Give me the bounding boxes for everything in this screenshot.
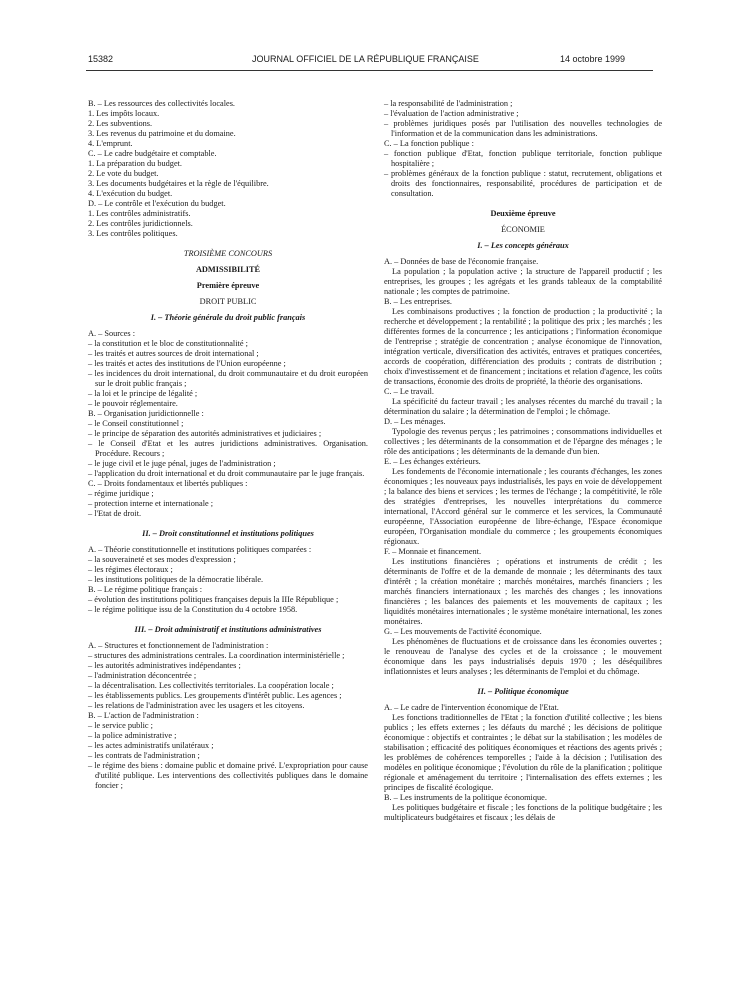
text-line: 3. Les revenus du patrimoine et du domaine. [88,129,236,138]
text-line: B. – Organisation juridictionnelle : [88,409,204,418]
spacer [88,615,368,625]
text-line: B. – Les instruments de la politique économique. [384,793,547,802]
text-line: – le principe de séparation des autorités administratives et judiciaires ; [88,429,322,438]
text-line: C. – Le cadre budgétaire et comptable. [88,149,217,158]
text-line: A. – Le cadre de l'intervention économique de l'Etat. [384,703,559,712]
text-line: – le pouvoir réglementaire. [88,399,178,408]
text-line: 1. La préparation du budget. [88,159,183,168]
text-line: – la souveraineté et ses modes d'expression ; [88,555,236,564]
text-line: A. – Théorie constitutionnelle et institutions politiques comparées : [88,545,312,554]
text-line: – l'évaluation de l'action administrative ; [384,109,519,118]
text-line: – la loi et le principe de légalité ; [88,389,198,398]
text-line: – les incidences du droit international, du droit communautaire et du droit européen sur le droit public français ; [88,369,368,388]
left-column [88,99,368,791]
text-line: – les traités et autres sources de droit international ; [88,349,259,358]
text-line: Les phénomènes de fluctuations et de croissance dans les économies ouvertes ; le renouveau de l'analyse des cycles et de la croissance ; le mouvement économique dans les pays industrialisés depuis 1970 ; les déséquilibres inflationnistes et leurs analyses ; les déterminants de l'emploi et du chômage. [384,637,662,676]
text-line: G. – Les mouvements de l'activité économique. [384,627,542,636]
text-line: – la décentralisation. Les collectivités territoriales. La coopération locale ; [88,681,334,690]
section-heading: ÉCONOMIE [501,225,545,234]
text-line: – le juge civil et le juge pénal, juges de l'administration ; [88,459,276,468]
text-line: – les traités et actes des institutions de l'Union européenne ; [88,359,286,368]
text-line: Les politiques budgétaire et fiscale ; les fonctions de la politique budgétaire ; les multiplicateurs budgétaires et fiscaux ; les délais de [384,803,662,822]
text-line: – les relations de l'administration avec les usagers et les citoyens. [88,701,305,710]
text-line: – fonction publique d'Etat, fonction publique territoriale, fonction publique hospitalière ; [384,149,662,168]
text-line: La spécificité du facteur travail ; les analyses récentes du marché du travail ; la détermination du salaire ; la détermination de l'emploi ; le chômage. [384,397,662,416]
text-line: – le Conseil constitutionnel ; [88,419,184,428]
text-line: F. – Monnaie et financement. [384,547,482,556]
text-line: C. – La fonction publique : [384,139,474,148]
text-line: – la responsabilité de l'administration ; [384,99,513,108]
text-line: – l'application du droit international et du droit communautaire par le juge français. [88,469,365,478]
text-line: Les institutions financières ; opérations et instruments de crédit ; les déterminants de l'offre et de la demande de monnaie ; les déterminants des taux d'intérêt ; la création monétaire ; marchés monétaires, marchés financiers ; les marchés financiers internationaux ; les marchés des changes ; les innovations financières ; les balances des paiements et les mouvements de capitaux ; les liquidités monétaires internationales ; le système monétaire international, les zones monétaires. [384,557,662,626]
text-line: D. – Le contrôle et l'exécution du budget. [88,199,226,208]
text-line: – problèmes généraux de la fonction publique : statut, recrutement, obligations et droits des fonctionnaires, responsabilité, procédures de participation et de consultation. [384,169,662,198]
text-line: – le régime des biens : domaine public et domaine privé. L'expropriation pour cause d'utilité publique. Les interventions des collectivités publiques dans le domaine foncier ; [88,761,368,790]
text-line: 1. Les contrôles administratifs. [88,209,191,218]
spacer [88,519,368,529]
section-heading: DROIT PUBLIC [199,297,257,306]
section-heading: Première épreuve [196,281,260,290]
spacer [88,239,368,249]
text-line: E. – Les échanges extérieurs. [384,457,481,466]
text-line: B. – Le régime politique français : [88,585,203,594]
text-line: 2. Le vote du budget. [88,169,159,178]
text-line: – les contrats de l'administration ; [88,751,200,760]
text-line: A. – Données de base de l'économie française. [384,257,539,266]
text-line: Les fonctions traditionnelles de l'Etat ; la fonction d'utilité collective ; les biens publics ; les effets externes ; les défauts du marché ; les décisions de politique économique : objectifs et contraintes ; le débat sur la stabilisation ; les modèles de stabilisation ; efficacité des politiques économiques et réactions des agents privés ; les problèmes de cohérences temporelles ; l'aide à la décision ; l'utilisation des modèles en politique économique ; l'évolution du rôle de la planification ; politique régionale et aménagement du territoire ; l'internalisation des effets externes ; les principes de fiscalité écologique. [384,713,662,792]
text-line: 2. Les subventions. [88,119,153,128]
section-heading: II. – Politique économique [477,687,569,696]
text-line: C. – Le travail. [384,387,434,396]
text-line: 3. Les contrôles politiques. [88,229,178,238]
text-line: – évolution des institutions politiques françaises depuis la IIIe République ; [88,595,339,604]
section-heading: Deuxième épreuve [490,209,556,218]
text-line: D. – Les ménages. [384,417,446,426]
text-line: – le régime politique issu de la Constitution du 4 octobre 1958. [88,605,298,614]
text-line: – l'Etat de droit. [88,509,142,518]
text-line: La population ; la population active ; la structure de l'appareil productif ; les entreprises, les groupes ; les agrégats et les grands tableaux de la comptabilité nationale ; les comptes de patrimoine. [384,267,662,296]
section-heading: III. – Droit administratif et institutions administratives [134,625,322,634]
spacer [384,199,662,209]
text-line: – le service public ; [88,721,153,730]
text-line: – problèmes juridiques posés par l'utilisation des nouvelles technologies de l'information et de la communication dans les administrations. [384,119,662,138]
issue-date: 14 octobre 1999 [560,54,626,64]
text-line: B. – Les ressources des collectivités locales. [88,99,235,108]
text-line: B. – Les entreprises. [384,297,452,306]
section-heading: II. – Droit constitutionnel et institutions politiques [142,529,314,538]
text-line: – protection interne et internationale ; [88,499,214,508]
text-line: – les autorités administratives indépendantes ; [88,661,241,670]
text-line: 2. Les contrôles juridictionnels. [88,219,193,228]
text-line: – la constitution et le bloc de constitutionnalité ; [88,339,248,348]
text-line: A. – Structures et fonctionnement de l'administration : [88,641,269,650]
text-line: – les régimes électoraux ; [88,565,173,574]
header-rule [86,70,653,71]
text-line: – les établissements publics. Les groupements d'intérêt public. Les agences ; [88,691,342,700]
text-line: Typologie des revenus perçus ; les patrimoines ; consommations individuelles et collectives ; les déterminants de la consommation et de l'épargne des ménages ; le rôle des anticipations ; les déterminants de la demande d'un bien. [384,427,662,456]
text-line: B. – L'action de l'administration : [88,711,199,720]
section-heading: ADMISSIBILITÉ [195,265,261,274]
text-line: – la police administrative ; [88,731,177,740]
section-heading: TROISIÈME CONCOURS [183,249,273,258]
spacer [384,677,662,687]
text-line: 3. Les documents budgétaires et la règle de l'équilibre. [88,179,269,188]
section-heading: I. – Les concepts généraux [477,241,569,250]
text-line: C. – Droits fondamentaux et libertés publiques : [88,479,248,488]
page-number: 15382 [88,54,114,64]
right-column [384,99,662,823]
text-line: Les combinaisons productives ; la fonction de production ; la productivité ; la recherche et développement ; la rentabilité ; la politique des prix ; les marchés ; les différentes formes de la concurrence ; les anticipations ; l'information économique de l'entreprise ; stratégie de concentration ; analyse économique de l'innovation, intégration verticale, diversification des activités, entraves et pratiques concertées, accords de coopération, différenciation des produits ; contrats de distribution ; choix d'investissement et de financement ; incitations et relation d'agence, les coûts de transactions, économie des droits de propriété, la théorie des organisations. [384,307,662,386]
text-line: – l'administration déconcentrée ; [88,671,197,680]
text-line: – régime juridique ; [88,489,154,498]
text-line: – les actes administratifs unilatéraux ; [88,741,214,750]
text-line: – les institutions politiques de la démocratie libérale. [88,575,264,584]
text-line: – le Conseil d'Etat et les autres juridictions administratives. Organisation. Procédure. Recours ; [88,439,368,458]
journal-title: JOURNAL OFFICIEL DE LA RÉPUBLIQUE FRANÇAISE [252,54,479,64]
section-heading: I. – Théorie générale du droit public français [150,313,306,322]
text-line: 4. L'emprunt. [88,139,133,148]
text-line: – structures des administrations centrales. La coordination interministérielle ; [88,651,345,660]
text-line: Les fondements de l'économie internationale ; les courants d'échanges, les zones économiques ; les nouveaux pays industrialisés, les pays en voie de développement ; la balance des biens et services ; les termes de l'échange ; la compétitivité, le rôle des stratégies d'entreprises, les nouvelles interprétations du commerce international, l'Accord général sur le commerce et les services, la Communauté européenne, l'Association européenne de libre-échange, l'Espace économique européen, l'Organisation mondiale du commerce ; les groupements économiques régionaux. [384,467,662,546]
text-line: 1. Les impôts locaux. [88,109,160,118]
text-line: 4. L'exécution du budget. [88,189,173,198]
text-line: A. – Sources : [88,329,136,338]
